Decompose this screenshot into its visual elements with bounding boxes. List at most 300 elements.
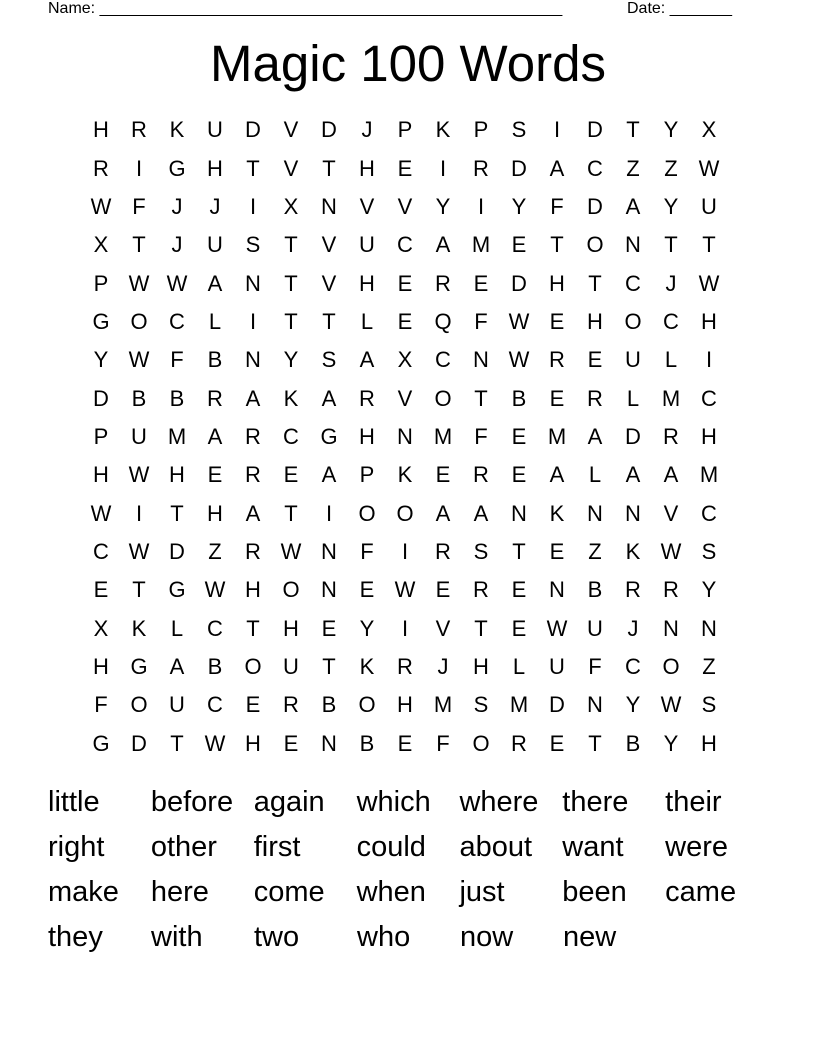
grid-letter: R	[549, 347, 565, 373]
grid-letter: W	[166, 270, 188, 296]
grid-letter: S	[701, 538, 717, 564]
word-list-item: make	[48, 876, 119, 908]
grid-letter: K	[169, 117, 185, 143]
grid-letter: R	[245, 538, 261, 564]
grid-letter: T	[702, 232, 716, 258]
grid-letter: R	[245, 423, 261, 449]
grid-letter: H	[701, 423, 717, 449]
word-list-item: come	[253, 876, 325, 908]
grid-letter: M	[433, 423, 453, 449]
grid-letter: O	[662, 653, 680, 679]
grid-letter: F	[436, 730, 450, 756]
grid-letter: H	[245, 577, 261, 603]
grid-letter: U	[131, 423, 147, 449]
grid-letter: C	[207, 615, 223, 641]
grid-letter: V	[283, 117, 299, 143]
grid-letter: H	[93, 462, 109, 488]
grid-letter: A	[435, 232, 451, 258]
grid-letter: U	[207, 232, 223, 258]
grid-letter: F	[474, 423, 488, 449]
word-list-item: been	[562, 876, 627, 908]
grid-letter: U	[587, 615, 603, 641]
grid-letter: D	[245, 117, 261, 143]
grid-letter: I	[705, 347, 713, 373]
grid-letter: W	[128, 270, 150, 296]
grid-letter: N	[321, 193, 337, 219]
grid-letter: A	[359, 347, 375, 373]
grid-letter: F	[170, 347, 184, 373]
grid-letter: H	[169, 462, 185, 488]
grid-letter: N	[587, 500, 603, 526]
grid-letter: T	[550, 232, 564, 258]
grid-letter: E	[473, 270, 489, 296]
grid-letter: N	[625, 500, 641, 526]
name-field-label: Name: ____________________________________________________	[48, 0, 563, 17]
grid-letter: T	[474, 615, 488, 641]
grid-letter: B	[511, 385, 527, 411]
grid-letter: S	[245, 232, 261, 258]
word-list-item: again	[253, 786, 325, 818]
grid-letter: T	[626, 117, 640, 143]
grid-letter: I	[553, 117, 561, 143]
grid-letter: B	[625, 730, 641, 756]
grid-letter: R	[397, 653, 413, 679]
word-list-item: where	[459, 786, 539, 818]
grid-letter: A	[549, 462, 565, 488]
grid-letter: G	[168, 577, 186, 603]
grid-letter: I	[249, 308, 257, 334]
grid-letter: V	[435, 615, 451, 641]
grid-letter: S	[511, 117, 527, 143]
grid-letter: W	[508, 347, 530, 373]
grid-letter: L	[588, 462, 602, 488]
grid-letter: H	[207, 155, 223, 181]
grid-letter: B	[169, 385, 185, 411]
grid-letter: W	[90, 500, 112, 526]
grid-letter: W	[508, 308, 530, 334]
grid-letter: C	[625, 653, 641, 679]
grid-letter: I	[401, 538, 409, 564]
grid-letter: T	[322, 653, 336, 679]
grid-letter: R	[587, 385, 603, 411]
grid-letter: E	[283, 462, 299, 488]
grid-letter: R	[283, 692, 299, 718]
grid-letter: J	[665, 270, 677, 296]
grid-letter: N	[245, 270, 261, 296]
grid-letter: I	[401, 615, 409, 641]
grid-letter: N	[549, 577, 565, 603]
grid-letter: F	[360, 538, 374, 564]
grid-letter: H	[549, 270, 565, 296]
grid-letter: R	[625, 577, 641, 603]
grid-letter: D	[511, 270, 527, 296]
grid-letter: H	[93, 653, 109, 679]
grid-letter: E	[435, 462, 451, 488]
grid-letter: B	[321, 692, 337, 718]
grid-row	[82, 226, 728, 264]
grid-row	[82, 456, 728, 494]
grid-letter: E	[245, 692, 261, 718]
grid-letter: E	[587, 347, 603, 373]
grid-letter: Z	[702, 653, 716, 679]
grid-letter: E	[511, 577, 527, 603]
grid-letter: X	[283, 193, 299, 219]
grid-letter: O	[586, 232, 604, 258]
word-list-item: with	[151, 921, 203, 953]
grid-letter: N	[663, 615, 679, 641]
grid-letter: R	[359, 385, 375, 411]
grid-letter: D	[511, 155, 527, 181]
grid-letter: E	[397, 730, 413, 756]
grid-letter: W	[280, 538, 302, 564]
grid-letter: N	[245, 347, 261, 373]
grid-row	[82, 648, 728, 686]
grid-letter: R	[473, 462, 489, 488]
grid-letter: A	[435, 500, 451, 526]
grid-letter: N	[321, 577, 337, 603]
grid-letter: M	[699, 462, 719, 488]
grid-letter: T	[512, 538, 526, 564]
grid-letter: F	[588, 653, 602, 679]
grid-letter: H	[245, 730, 261, 756]
grid-letter: D	[587, 117, 603, 143]
grid-letter: U	[549, 653, 565, 679]
grid-letter: R	[663, 423, 679, 449]
grid-letter: E	[549, 308, 565, 334]
grid-letter: M	[167, 423, 187, 449]
grid-letter: C	[625, 270, 641, 296]
grid-letter: G	[130, 653, 148, 679]
grid-row	[82, 111, 728, 149]
grid-row	[82, 571, 728, 609]
word-list-item: who	[357, 921, 411, 953]
grid-row	[82, 725, 728, 763]
grid-letter: Z	[664, 155, 678, 181]
grid-letter: H	[473, 653, 489, 679]
grid-letter: K	[549, 500, 565, 526]
grid-letter: Y	[701, 577, 717, 603]
grid-letter: C	[701, 500, 717, 526]
word-list-row	[48, 870, 768, 915]
grid-letter: T	[284, 270, 298, 296]
grid-letter: W	[204, 730, 226, 756]
page-title: Magic 100 Words	[210, 35, 606, 92]
grid-letter: M	[509, 692, 529, 718]
word-list-row	[48, 780, 768, 825]
grid-letter: A	[207, 270, 223, 296]
grid-letter: H	[207, 500, 223, 526]
grid-letter: T	[246, 615, 260, 641]
grid-letter: F	[550, 193, 564, 219]
grid-letter: Y	[625, 692, 641, 718]
grid-letter: N	[587, 692, 603, 718]
grid-letter: Y	[93, 347, 109, 373]
grid-letter: A	[169, 653, 185, 679]
grid-letter: M	[661, 385, 681, 411]
grid-letter: R	[511, 730, 527, 756]
grid-letter: A	[587, 423, 603, 449]
grid-letter: R	[245, 462, 261, 488]
word-list-item: want	[562, 831, 624, 863]
grid-letter: K	[397, 462, 413, 488]
grid-letter: E	[549, 538, 565, 564]
grid-letter: U	[283, 653, 299, 679]
grid-letter: O	[130, 308, 148, 334]
grid-letter: O	[396, 500, 414, 526]
grid-letter: W	[90, 193, 112, 219]
grid-letter: R	[663, 577, 679, 603]
grid-letter: D	[93, 385, 109, 411]
word-list-item: just	[459, 876, 505, 908]
grid-letter: L	[664, 347, 678, 373]
word-list-item: first	[253, 831, 301, 863]
grid-letter: T	[588, 730, 602, 756]
word-list-item: about	[459, 831, 533, 863]
grid-letter: H	[359, 155, 375, 181]
grid-letter: F	[94, 692, 108, 718]
grid-letter: B	[587, 577, 603, 603]
grid-letter: B	[131, 385, 147, 411]
grid-letter: V	[283, 155, 299, 181]
grid-letter: E	[511, 232, 527, 258]
grid-letter: R	[93, 155, 109, 181]
grid-letter: D	[169, 538, 185, 564]
word-list-item: when	[356, 876, 426, 908]
word-list-item: were	[665, 831, 729, 863]
word-list-item: there	[562, 786, 629, 818]
grid-letter: I	[135, 155, 143, 181]
grid-letter: H	[359, 423, 375, 449]
grid-letter: C	[663, 308, 679, 334]
grid-letter: J	[209, 193, 221, 219]
grid-letter: A	[207, 423, 223, 449]
grid-letter: Y	[511, 193, 527, 219]
grid-letter: J	[437, 653, 449, 679]
grid-letter: Y	[663, 730, 679, 756]
word-list-item: their	[665, 786, 722, 818]
grid-letter: W	[394, 577, 416, 603]
grid-letter: W	[204, 577, 226, 603]
grid-letter: K	[625, 538, 641, 564]
grid-letter: K	[359, 653, 375, 679]
grid-letter: O	[244, 653, 262, 679]
grid-letter: E	[549, 730, 565, 756]
grid-letter: E	[321, 615, 337, 641]
grid-letter: T	[284, 308, 298, 334]
word-list-item: they	[48, 921, 103, 953]
grid-letter: Z	[208, 538, 222, 564]
grid-letter: U	[169, 692, 185, 718]
grid-letter: O	[472, 730, 490, 756]
grid-row	[82, 341, 728, 379]
grid-letter: Y	[435, 193, 451, 219]
grid-letter: C	[207, 692, 223, 718]
grid-letter: W	[546, 615, 568, 641]
grid-letter: N	[397, 423, 413, 449]
grid-row	[82, 609, 728, 647]
grid-letter: P	[359, 462, 375, 488]
grid-letter: N	[625, 232, 641, 258]
grid-letter: Y	[283, 347, 299, 373]
grid-letter: E	[549, 385, 565, 411]
grid-letter: L	[512, 653, 526, 679]
word-list-row	[48, 915, 768, 960]
grid-letter: R	[473, 577, 489, 603]
grid-letter: G	[168, 155, 186, 181]
grid-letter: W	[660, 692, 682, 718]
grid-row	[82, 418, 728, 456]
grid-letter: J	[171, 232, 183, 258]
grid-letter: M	[471, 232, 491, 258]
grid-letter: A	[625, 193, 641, 219]
grid-letter: E	[283, 730, 299, 756]
grid-letter: V	[321, 232, 337, 258]
grid-letter: X	[93, 232, 109, 258]
grid-letter: T	[132, 232, 146, 258]
grid-letter: A	[321, 385, 337, 411]
grid-letter: O	[282, 577, 300, 603]
grid-letter: I	[325, 500, 333, 526]
grid-letter: C	[283, 423, 299, 449]
grid-letter: C	[93, 538, 109, 564]
grid-letter: Y	[663, 193, 679, 219]
grid-letter: Y	[663, 117, 679, 143]
grid-letter: E	[93, 577, 109, 603]
grid-letter: E	[511, 462, 527, 488]
grid-letter: E	[397, 270, 413, 296]
grid-letter: A	[321, 462, 337, 488]
grid-letter: G	[320, 423, 338, 449]
grid-letter: I	[135, 500, 143, 526]
grid-letter: T	[246, 155, 260, 181]
grid-letter: O	[624, 308, 642, 334]
grid-letter: M	[547, 423, 567, 449]
grid-letter: T	[170, 500, 184, 526]
grid-letter: G	[92, 308, 110, 334]
grid-letter: H	[283, 615, 299, 641]
grid-letter: X	[93, 615, 109, 641]
grid-letter: K	[283, 385, 299, 411]
grid-letter: O	[358, 692, 376, 718]
grid-letter: U	[359, 232, 375, 258]
grid-letter: D	[549, 692, 565, 718]
grid-row	[82, 686, 728, 724]
word-list-item: right	[48, 831, 105, 863]
grid-letter: J	[361, 117, 373, 143]
grid-letter: I	[477, 193, 485, 219]
grid-letter: C	[397, 232, 413, 258]
grid-letter: H	[701, 308, 717, 334]
grid-letter: F	[132, 193, 146, 219]
grid-letter: R	[207, 385, 223, 411]
grid-letter: P	[397, 117, 413, 143]
grid-letter: W	[128, 462, 150, 488]
grid-letter: A	[245, 385, 261, 411]
grid-letter: D	[131, 730, 147, 756]
grid-letter: H	[587, 308, 603, 334]
grid-letter: A	[473, 500, 489, 526]
grid-letter: N	[511, 500, 527, 526]
grid-letter: E	[511, 423, 527, 449]
grid-letter: T	[664, 232, 678, 258]
grid-letter: P	[93, 423, 109, 449]
grid-row	[82, 533, 728, 571]
grid-letter: C	[587, 155, 603, 181]
grid-letter: U	[625, 347, 641, 373]
word-list-item: now	[460, 921, 514, 953]
grid-letter: K	[435, 117, 451, 143]
grid-letter: X	[701, 117, 717, 143]
grid-letter: W	[660, 538, 682, 564]
grid-letter: S	[321, 347, 337, 373]
grid-letter: C	[169, 308, 185, 334]
grid-letter: S	[701, 692, 717, 718]
grid-letter: O	[434, 385, 452, 411]
grid-letter: B	[359, 730, 375, 756]
grid-letter: W	[128, 347, 150, 373]
grid-letter: L	[626, 385, 640, 411]
grid-letter: I	[439, 155, 447, 181]
grid-letter: C	[435, 347, 451, 373]
grid-letter: A	[663, 462, 679, 488]
grid-letter: O	[130, 692, 148, 718]
word-list-item: two	[254, 921, 300, 953]
grid-letter: V	[321, 270, 337, 296]
word-list-row	[48, 825, 768, 870]
date-field-label: Date: _______	[627, 0, 732, 17]
grid-row	[82, 379, 728, 417]
grid-letter: N	[473, 347, 489, 373]
word-list-item: which	[356, 786, 431, 818]
grid-letter: N	[701, 615, 717, 641]
word-list	[48, 780, 768, 960]
grid-letter: H	[701, 730, 717, 756]
grid-letter: B	[207, 653, 223, 679]
grid-letter: W	[698, 270, 720, 296]
grid-row	[82, 264, 728, 302]
grid-letter: W	[698, 155, 720, 181]
grid-letter: E	[359, 577, 375, 603]
grid-letter: E	[397, 155, 413, 181]
grid-letter: X	[397, 347, 413, 373]
grid-letter: L	[208, 308, 222, 334]
grid-letter: Y	[359, 615, 375, 641]
grid-letter: N	[321, 730, 337, 756]
grid-letter: E	[511, 615, 527, 641]
word-list-item: other	[150, 831, 217, 863]
grid-letter: J	[171, 193, 183, 219]
grid-letter: J	[627, 615, 639, 641]
word-list-item: came	[665, 876, 737, 908]
grid-letter: E	[435, 577, 451, 603]
grid-row	[82, 303, 728, 341]
grid-letter: V	[397, 193, 413, 219]
grid-letter: D	[587, 193, 603, 219]
grid-letter: E	[397, 308, 413, 334]
grid-letter: R	[435, 538, 451, 564]
grid-letter: D	[625, 423, 641, 449]
grid-letter: W	[128, 538, 150, 564]
grid-letter: H	[359, 270, 375, 296]
grid-letter: P	[93, 270, 109, 296]
grid-letter: T	[170, 730, 184, 756]
grid-letter: G	[92, 730, 110, 756]
grid-letter: A	[245, 500, 261, 526]
grid-letter: T	[588, 270, 602, 296]
grid-letter: O	[358, 500, 376, 526]
grid-letter: H	[397, 692, 413, 718]
word-list-item: little	[48, 786, 100, 818]
